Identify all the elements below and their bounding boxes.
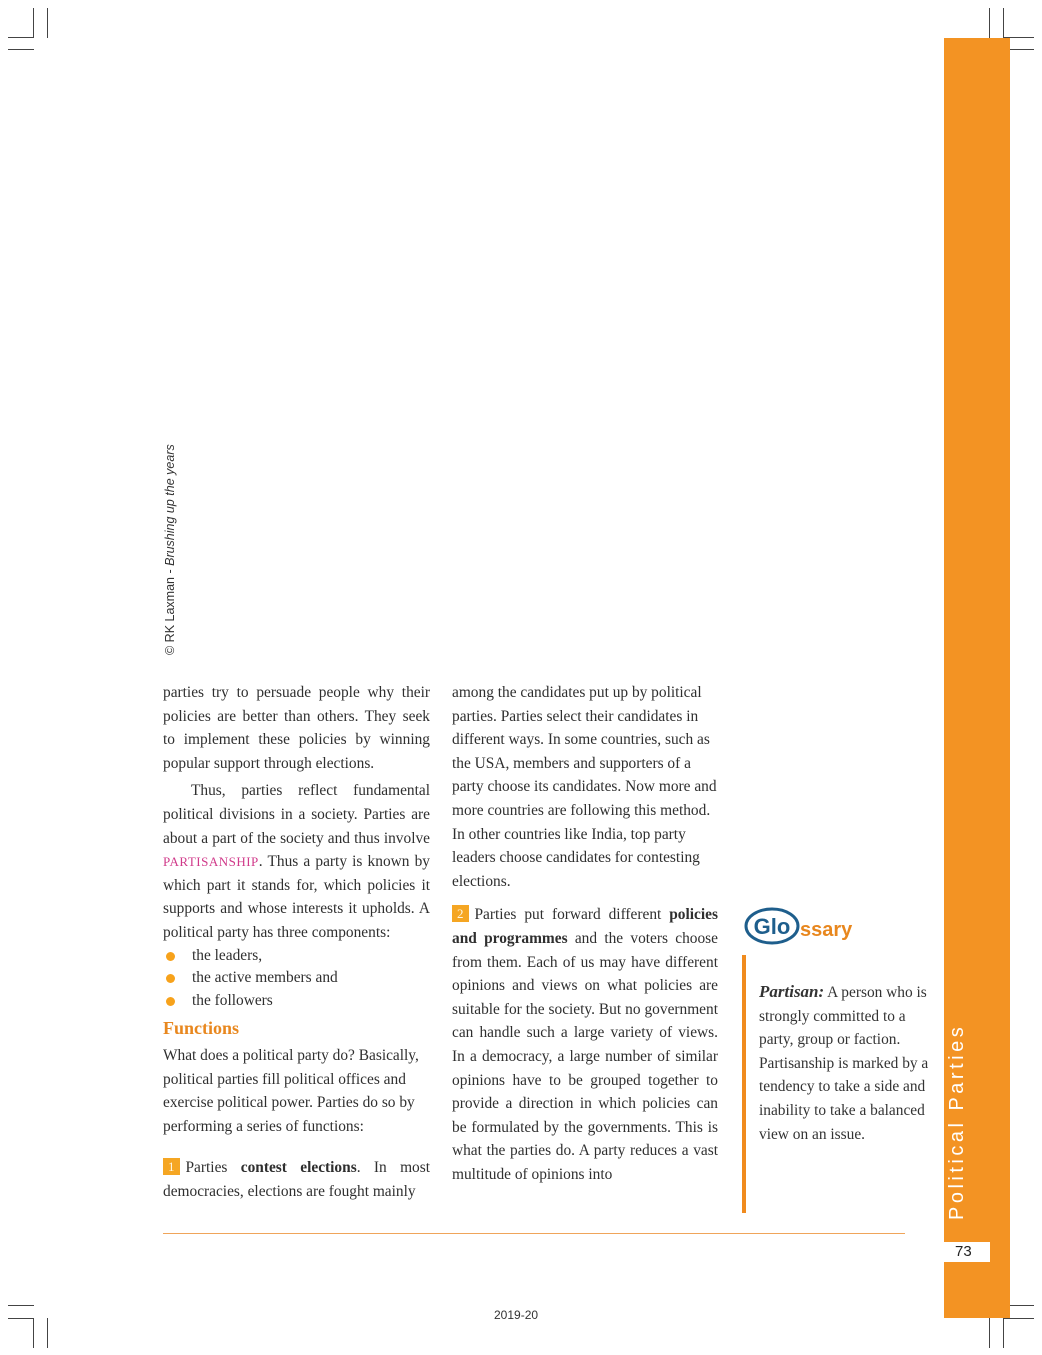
glossary-term-link[interactable]: PARTISANSHIP	[163, 854, 259, 870]
list-item: the leaders,	[163, 945, 430, 968]
list-item: the followers	[163, 990, 430, 1013]
crop-mark	[1004, 1318, 1034, 1319]
item-number-badge: 1	[163, 1158, 180, 1175]
item-text: and the voters choose from them. Each of us may have different opinions and views on what policies are suitable for the society. But no government can handle such a large variety of views. In a democracy, a large number of similar opinions have to be grouped together to provide a direction in which policies can be formulated by the governments. This is what the parties do. A party reduces a vast multitude of opinions into	[452, 929, 719, 1183]
crop-mark	[47, 8, 48, 38]
components-list	[163, 945, 430, 1013]
item-text: . In most democracies, elections are fought mainly	[163, 1159, 430, 1200]
paragraph: among the candidates put up by political parties. Parties select their candidates in different ways. In some countries, such as the USA, members and supporters of a party choose its candidates. Now more and more countries are following this method. In other countries like India, top party leaders choose candidates for contesting elections.	[452, 684, 717, 890]
text-column-middle	[452, 681, 718, 1186]
crop-mark	[989, 1318, 990, 1348]
crop-mark	[8, 49, 34, 50]
paragraph-text: . Thus a party is known by which part it stands for, which policies it supports and whose interests it upholds. A political party has three components:	[163, 853, 430, 941]
section-heading: Functions	[163, 1018, 240, 1039]
numbered-item	[452, 903, 718, 1186]
crop-mark	[989, 8, 990, 38]
paragraph: What does a political party do? Basically, political parties fill political offices and exercise political power. Parties do so by performing a series of functions:	[163, 1047, 419, 1135]
glossary-accent-bar	[742, 955, 746, 1213]
glossary-logo-part2: ssary	[800, 919, 853, 941]
edition-year: 2019-20	[494, 1308, 539, 1322]
page-number: 73	[955, 1243, 972, 1260]
credit-title: Brushing up the years	[163, 444, 177, 566]
item-text: Parties put forward different	[474, 906, 670, 924]
item-number-badge: 2	[452, 905, 469, 922]
glossary-logo-part1: Glo	[753, 914, 791, 939]
item-text: Parties	[185, 1159, 241, 1177]
crop-mark	[33, 1318, 34, 1348]
numbered-item	[163, 1156, 430, 1203]
chapter-title-vertical: Political Parties	[946, 1023, 968, 1220]
paragraph	[163, 779, 430, 944]
crop-mark	[8, 1305, 34, 1306]
footer-rule	[163, 1233, 905, 1234]
item-bold-text: contest elections	[240, 1159, 357, 1177]
list-item: the active members and	[163, 967, 430, 990]
paragraph: parties try to persuade people why their policies are better than others. They seek to implement these policies by winning popular support through elections.	[163, 684, 430, 772]
crop-mark	[1003, 8, 1004, 38]
glossary-definition: A person who is strongly committed to a party, group or faction. Partisanship is marked by a tendency to take a side and inability to take a balanced view on an issue.	[759, 984, 929, 1143]
cartoon-credit	[163, 444, 177, 655]
glossary-logo	[744, 906, 864, 946]
crop-mark	[33, 8, 34, 38]
text-column-left	[163, 681, 430, 1204]
crop-mark	[8, 37, 34, 38]
crop-mark	[1003, 1318, 1004, 1348]
credit-prefix: © RK Laxman -	[163, 565, 177, 655]
crop-mark	[47, 1318, 48, 1348]
paragraph-text: Thus, parties reflect fundamental political divisions in a society. Parties are about a part of the society and thus involve	[163, 782, 430, 847]
glossary-term: Partisan:	[759, 982, 825, 1001]
crop-mark	[8, 1318, 34, 1319]
glossary-entry	[759, 980, 929, 1146]
item-bold-text: policies and programmes	[452, 906, 718, 947]
